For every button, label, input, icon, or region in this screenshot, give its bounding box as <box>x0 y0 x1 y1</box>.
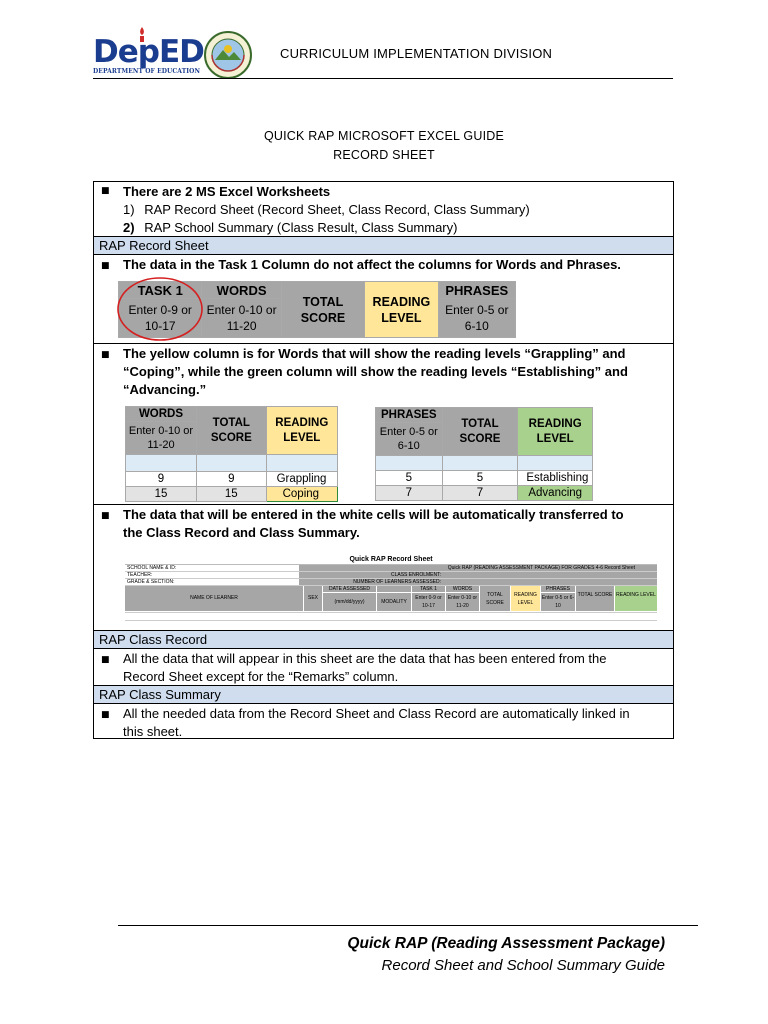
preview-name-header: NAME OF LEARNER <box>125 586 303 611</box>
cell-total: 5 <box>442 471 518 486</box>
cell-total: 15 <box>197 487 267 502</box>
preview-grade-label: GRADE & SECTION: <box>127 579 175 585</box>
header-total-score <box>281 282 364 338</box>
bullet-icon: ■ <box>101 511 110 521</box>
preview-teacher-label: TEACHER: <box>127 572 153 578</box>
note-transfer-line-2: the Class Record and Class Summary. <box>123 525 360 540</box>
division-seal-icon <box>203 30 253 80</box>
table-row <box>376 471 593 486</box>
cell-level: Establishing <box>518 471 593 486</box>
spacer-cell <box>126 455 197 472</box>
sub-phrases-text: Enter 0-5 or 6-10 <box>445 303 509 334</box>
bullet-icon: ■ <box>101 710 110 720</box>
deped-logo-text: DepED <box>93 34 204 70</box>
preview-task1-header: TASK 1 <box>412 586 445 592</box>
preview-row <box>125 572 657 579</box>
cell-level: Advancing <box>518 486 593 501</box>
header-reading-level-text: READING LEVEL <box>372 294 431 325</box>
section-divider <box>93 703 674 704</box>
header-reading-level-text: READING LEVEL <box>528 417 582 445</box>
sub-phrases <box>438 299 515 338</box>
cell-total: 9 <box>197 472 267 487</box>
sub-words-text: Enter 0-10 or 11-20 <box>206 303 277 334</box>
preview-package-label: Quick RAP (READING ASSESSMENT PACKAGE) FOR GRADES 4-6 Record Sheet <box>299 565 657 571</box>
intro-item-number: 1) <box>123 202 135 217</box>
deped-logo-subtext: DEPARTMENT OF EDUCATION <box>93 68 201 75</box>
phrases-table <box>375 407 593 501</box>
deped-logo <box>93 30 204 78</box>
document-title: QUICK RAP MICROSOFT EXCEL GUIDE <box>263 129 505 143</box>
cell-words: 15 <box>126 487 197 502</box>
sub-phrases <box>376 423 443 456</box>
preview-reading-header: READING LEVEL <box>615 586 657 611</box>
header-reading-level-text: READING LEVEL <box>275 416 329 444</box>
class-record-line-1: All the data that will appear in this sheet are the data that has been entered from the <box>123 651 607 666</box>
preview-total-header: TOTAL SCORE <box>480 586 510 611</box>
header-phrases: PHRASES <box>376 408 443 423</box>
preview-phrases-sub: Enter 0-5 or 6-10 <box>541 595 575 609</box>
note-transfer-line-1: The data that will be entered in the white cells will be automatically transferred to <box>123 507 624 522</box>
preview-date-header: DATE ASSESSED <box>323 586 376 592</box>
spacer-cell <box>197 455 267 472</box>
note-color-line-2: “Coping”, while the green column will show the reading levels “Establishing” and <box>123 364 628 379</box>
preview-school-label: SCHOOL NAME & ID: <box>127 565 177 571</box>
spacer-cell <box>518 456 593 471</box>
preview-modality-header: MODALITY <box>377 593 411 611</box>
highlight-circle-icon <box>115 276 205 342</box>
footer-subtitle: Record Sheet and School Summary Guide <box>381 957 665 974</box>
class-record-line-2: Record Sheet except for the “Remarks” column. <box>123 669 399 684</box>
intro-item-text: RAP Record Sheet (Record Sheet, Class Record, Class Summary) <box>144 202 530 217</box>
bullet-icon: ■ <box>101 350 110 360</box>
preview-title: Quick RAP Record Sheet <box>125 555 657 565</box>
preview-date-format: (mm/dd/yyyy) <box>323 593 376 611</box>
section-divider <box>93 648 674 649</box>
intro-item-2 <box>123 219 457 237</box>
preview-assessed-label: NUMBER OF LEARNERS ASSESSED: <box>299 579 445 585</box>
header-words: WORDS <box>126 407 197 422</box>
header-total-score-text: TOTAL SCORE <box>459 417 501 445</box>
table-row <box>126 472 338 487</box>
document-subtitle: RECORD SHEET <box>333 148 435 162</box>
section-divider <box>93 254 674 255</box>
class-summary-line-2: this sheet. <box>123 724 183 739</box>
preview-reading-header: READING LEVEL <box>511 586 540 611</box>
section-heading-class-summary: RAP Class Summary <box>94 686 673 703</box>
spacer-cell <box>266 455 337 472</box>
bullet-icon: ■ <box>101 655 110 665</box>
preview-phrases-header: PHRASES <box>541 586 575 592</box>
footer-title: Quick RAP (Reading Assessment Package) <box>347 935 665 952</box>
preview-row <box>125 565 657 572</box>
preview-row <box>125 579 657 586</box>
preview-words-sub: Enter 0-10 or 11-20 <box>447 595 478 609</box>
division-name: CURRICULUM IMPLEMENTATION DIVISION <box>280 46 553 61</box>
header-phrases: PHRASES <box>438 282 515 299</box>
sub-words <box>126 422 197 455</box>
intro-item-1 <box>123 201 530 219</box>
intro-lead: There are 2 MS Excel Worksheets <box>123 184 331 199</box>
header-task1: TASK 1 <box>119 282 202 299</box>
header-total-score <box>197 407 267 455</box>
preview-sex-header: SEX <box>304 586 322 611</box>
cell-phrases: 5 <box>376 471 443 486</box>
preview-total-header: TOTAL SCORE <box>576 586 614 611</box>
note-task1: The data in the Task 1 Column do not affect the columns for Words and Phrases. <box>123 257 621 272</box>
preview-enrolment-label: CLASS ENROLMENT: <box>299 572 445 578</box>
note-color-line-3: “Advancing.” <box>123 382 207 397</box>
header-reading-level <box>266 407 337 455</box>
section-heading-class-record: RAP Class Record <box>94 631 673 648</box>
header-reading-level <box>518 408 593 456</box>
spacer-cell <box>442 456 518 471</box>
preview-words-header: WORDS <box>446 586 479 592</box>
header-reading-level <box>365 282 438 338</box>
section-divider <box>93 504 674 505</box>
preview-fill <box>377 586 411 592</box>
table-row-spacer <box>126 455 338 472</box>
header-words: WORDS <box>202 282 281 299</box>
table-row <box>376 486 593 501</box>
note-color-line-1: The yellow column is for Words that will show the reading levels “Grappling” and <box>123 346 626 361</box>
spacer-cell <box>376 456 443 471</box>
preview-task1-sub: Enter 0-9 or 10-17 <box>412 593 445 611</box>
record-sheet-preview <box>125 555 657 620</box>
preview-empty-row <box>125 612 657 621</box>
section-heading-record-sheet: RAP Record Sheet <box>94 237 673 254</box>
cell-phrases: 7 <box>376 486 443 501</box>
intro-item-number: 2) <box>123 220 135 235</box>
sub-phrases-text: Enter 0-5 or 6-10 <box>379 426 438 452</box>
bullet-icon: ■ <box>101 261 110 271</box>
intro-item-text: RAP School Summary (Class Result, Class Summary) <box>144 220 458 235</box>
table-row-spacer <box>376 456 593 471</box>
class-summary-line-1: All the needed data from the Record Sheet and Class Record are automatically linked in <box>123 706 630 721</box>
words-table <box>125 406 338 502</box>
sub-words <box>202 299 281 338</box>
table-row <box>126 487 338 502</box>
bullet-icon: ■ <box>101 186 110 196</box>
header-divider <box>93 78 673 79</box>
section-divider <box>93 343 674 344</box>
preview-fill <box>445 572 657 578</box>
sub-task1-text: Enter 0-9 or 10-17 <box>128 303 192 334</box>
preview-header-row <box>125 586 657 611</box>
cell-level: Grappling <box>266 472 337 487</box>
header-total-score-text: TOTAL SCORE <box>210 416 252 444</box>
header-total-score <box>442 408 518 456</box>
cell-words: 9 <box>126 472 197 487</box>
cell-level: Coping <box>266 487 337 502</box>
header-total-score-text: TOTAL SCORE <box>300 294 346 325</box>
cell-total: 7 <box>442 486 518 501</box>
footer-divider <box>118 925 698 926</box>
preview-fill <box>445 579 657 585</box>
sub-words-text: Enter 0-10 or 11-20 <box>128 425 194 451</box>
